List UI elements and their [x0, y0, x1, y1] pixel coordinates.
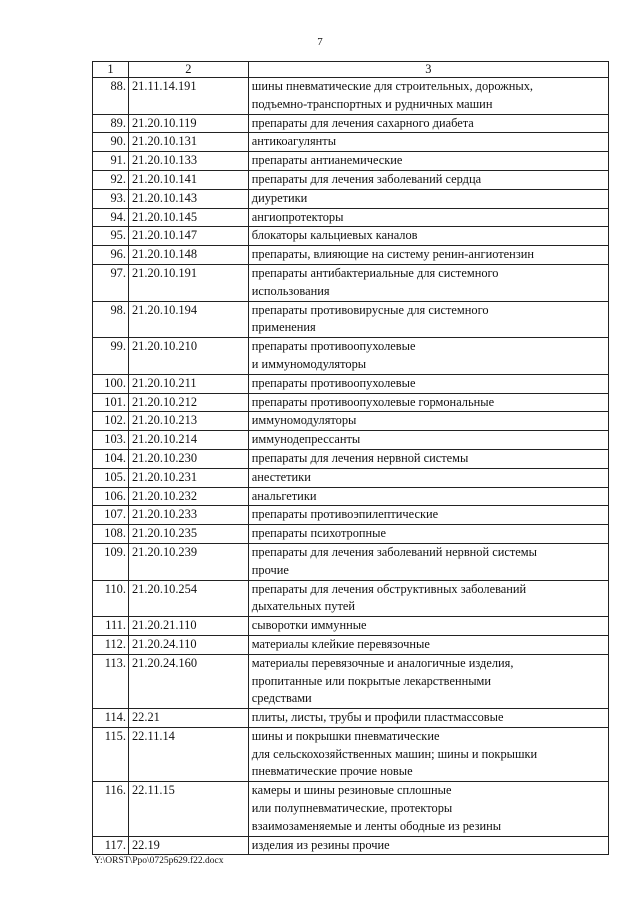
- table-row: [93, 170, 609, 189]
- column-header-2: 2: [128, 62, 248, 78]
- row-code: 21.20.10.254: [128, 580, 248, 617]
- row-description: сыворотки иммунные: [248, 617, 608, 636]
- row-number: 88.: [93, 78, 129, 115]
- row-code: 21.20.10.145: [128, 208, 248, 227]
- table-row: [93, 338, 609, 375]
- row-code: 22.21: [128, 709, 248, 728]
- table-row: [93, 189, 609, 208]
- row-code: 21.20.10.194: [128, 301, 248, 338]
- row-number: 110.: [93, 580, 129, 617]
- row-description: плиты, листы, трубы и профили пластмассовые: [248, 709, 608, 728]
- table-row: [93, 543, 609, 580]
- table-row: [93, 374, 609, 393]
- row-code: 21.20.21.110: [128, 617, 248, 636]
- row-code: 21.20.10.230: [128, 449, 248, 468]
- row-code: 21.20.10.147: [128, 227, 248, 246]
- row-code: 21.20.10.239: [128, 543, 248, 580]
- table-row: [93, 133, 609, 152]
- table-row: [93, 580, 609, 617]
- table-row: [93, 709, 609, 728]
- table-row: [93, 525, 609, 544]
- row-description: препараты противовирусные для системного применения: [248, 301, 608, 338]
- row-code: 21.20.24.160: [128, 654, 248, 708]
- row-code: 21.20.10.143: [128, 189, 248, 208]
- table-row: [93, 114, 609, 133]
- row-code: 21.20.10.212: [128, 393, 248, 412]
- row-code: 21.20.10.210: [128, 338, 248, 375]
- row-code: 21.20.10.211: [128, 374, 248, 393]
- row-code: 21.20.24.110: [128, 635, 248, 654]
- table-row: [93, 727, 609, 781]
- table-row: [93, 208, 609, 227]
- row-description: антикоагулянты: [248, 133, 608, 152]
- row-code: 21.20.10.233: [128, 506, 248, 525]
- row-description: диуретики: [248, 189, 608, 208]
- row-description: препараты противоопухолевые гормональные: [248, 393, 608, 412]
- row-code: 22.11.14: [128, 727, 248, 781]
- table-row: [93, 449, 609, 468]
- row-number: 93.: [93, 189, 129, 208]
- table-row: [93, 635, 609, 654]
- row-code: 22.11.15: [128, 782, 248, 836]
- row-description: материалы клейкие перевязочные: [248, 635, 608, 654]
- table-row: [93, 506, 609, 525]
- row-code: 21.20.10.148: [128, 246, 248, 265]
- table-row: [93, 301, 609, 338]
- row-code: 21.11.14.191: [128, 78, 248, 115]
- row-code: 21.20.10.232: [128, 487, 248, 506]
- row-code: 21.20.10.231: [128, 468, 248, 487]
- row-description: препараты, влияющие на систему ренин-ангиотензин: [248, 246, 608, 265]
- table-row: [93, 468, 609, 487]
- row-code: 21.20.10.214: [128, 431, 248, 450]
- row-code: 22.19: [128, 836, 248, 855]
- footer-file-path: Y:\ORST\Ppo\0725p629.f22.docx: [94, 856, 224, 866]
- table-row: [93, 264, 609, 301]
- row-description: шины и покрышки пневматические для сельскохозяйственных машин; шины и покрышки пневматические прочие новые: [248, 727, 608, 781]
- table-header-row: [93, 62, 609, 78]
- row-number: 97.: [93, 264, 129, 301]
- row-number: 108.: [93, 525, 129, 544]
- row-code: 21.20.10.131: [128, 133, 248, 152]
- table-row: [93, 152, 609, 171]
- column-header-1: 1: [93, 62, 129, 78]
- row-description: препараты противоэпилептические: [248, 506, 608, 525]
- row-number: 89.: [93, 114, 129, 133]
- row-code: 21.20.10.141: [128, 170, 248, 189]
- row-description: иммунодепрессанты: [248, 431, 608, 450]
- row-number: 114.: [93, 709, 129, 728]
- page-number: 7: [317, 36, 323, 48]
- row-number: 111.: [93, 617, 129, 636]
- row-code: 21.20.10.133: [128, 152, 248, 171]
- row-description: материалы перевязочные и аналогичные изделия, пропитанные или покрытые лекарственными средствами: [248, 654, 608, 708]
- row-description: анестетики: [248, 468, 608, 487]
- row-number: 90.: [93, 133, 129, 152]
- row-code: 21.20.10.191: [128, 264, 248, 301]
- row-description: препараты для лечения сахарного диабета: [248, 114, 608, 133]
- table-row: [93, 782, 609, 836]
- table-row: [93, 412, 609, 431]
- table-row: [93, 654, 609, 708]
- row-description: изделия из резины прочие: [248, 836, 608, 855]
- goods-table: [92, 61, 609, 855]
- table-row: [93, 487, 609, 506]
- row-number: 94.: [93, 208, 129, 227]
- table-body: [93, 78, 609, 855]
- column-header-3: 3: [248, 62, 608, 78]
- row-description: препараты противоопухолевые и иммуномодуляторы: [248, 338, 608, 375]
- row-number: 105.: [93, 468, 129, 487]
- table-row: [93, 227, 609, 246]
- row-number: 99.: [93, 338, 129, 375]
- row-number: 104.: [93, 449, 129, 468]
- table-row: [93, 431, 609, 450]
- row-number: 117.: [93, 836, 129, 855]
- row-description: препараты психотропные: [248, 525, 608, 544]
- row-description: ангиопротекторы: [248, 208, 608, 227]
- row-description: анальгетики: [248, 487, 608, 506]
- table-row: [93, 246, 609, 265]
- row-number: 96.: [93, 246, 129, 265]
- row-number: 91.: [93, 152, 129, 171]
- row-number: 106.: [93, 487, 129, 506]
- table-row: [93, 617, 609, 636]
- table-row: [93, 78, 609, 115]
- row-code: 21.20.10.119: [128, 114, 248, 133]
- row-number: 116.: [93, 782, 129, 836]
- row-number: 102.: [93, 412, 129, 431]
- row-description: препараты антибактериальные для системного использования: [248, 264, 608, 301]
- row-code: 21.20.10.235: [128, 525, 248, 544]
- row-description: препараты для лечения заболеваний сердца: [248, 170, 608, 189]
- row-number: 115.: [93, 727, 129, 781]
- row-number: 92.: [93, 170, 129, 189]
- row-description: препараты для лечения заболеваний нервной системы прочие: [248, 543, 608, 580]
- row-description: препараты для лечения обструктивных заболеваний дыхательных путей: [248, 580, 608, 617]
- row-description: камеры и шины резиновые сплошные или полупневматические, протекторы взаимозаменяемые и ленты ободные из резины: [248, 782, 608, 836]
- row-code: 21.20.10.213: [128, 412, 248, 431]
- row-number: 101.: [93, 393, 129, 412]
- row-number: 113.: [93, 654, 129, 708]
- row-description: блокаторы кальциевых каналов: [248, 227, 608, 246]
- row-number: 100.: [93, 374, 129, 393]
- row-description: иммуномодуляторы: [248, 412, 608, 431]
- row-number: 107.: [93, 506, 129, 525]
- row-number: 98.: [93, 301, 129, 338]
- row-description: препараты противоопухолевые: [248, 374, 608, 393]
- row-number: 103.: [93, 431, 129, 450]
- row-number: 95.: [93, 227, 129, 246]
- row-description: шины пневматические для строительных, дорожных, подъемно-транспортных и рудничных машин: [248, 78, 608, 115]
- row-number: 109.: [93, 543, 129, 580]
- table-row: [93, 393, 609, 412]
- table-row: [93, 836, 609, 855]
- row-description: препараты антианемические: [248, 152, 608, 171]
- row-description: препараты для лечения нервной системы: [248, 449, 608, 468]
- row-number: 112.: [93, 635, 129, 654]
